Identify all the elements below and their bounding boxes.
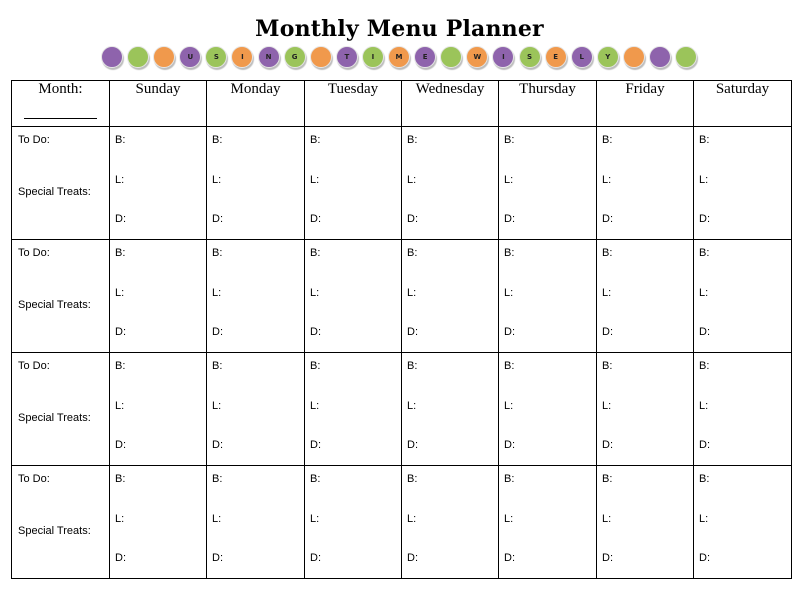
todo-label: To Do: [18,473,50,485]
banner-dot: I [492,46,514,68]
lunch-label: L: [407,287,417,299]
day-header-friday: Friday [597,81,694,127]
dinner-label: D: [407,439,418,451]
banner-dot: I [231,46,253,68]
week-notes-cell[interactable] [12,240,110,353]
breakfast-label: B: [504,473,515,485]
week-row [12,466,792,579]
day-cell-sunday[interactable] [110,240,207,353]
banner-using-time-wisely [101,46,701,70]
lunch-label: L: [115,287,125,299]
dinner-label: D: [407,552,418,564]
dinner-label: D: [115,213,126,225]
day-cell-sunday[interactable] [110,353,207,466]
lunch-label: L: [310,174,320,186]
todo-label: To Do: [18,360,50,372]
dinner-label: D: [504,439,515,451]
day-cell-sunday[interactable] [110,127,207,240]
breakfast-label: B: [115,247,126,259]
day-cell-saturday[interactable] [694,353,792,466]
day-cell-friday[interactable] [597,127,694,240]
todo-label: To Do: [18,134,50,146]
day-cell-saturday[interactable] [694,127,792,240]
dinner-label: D: [699,552,710,564]
dinner-label: D: [310,439,321,451]
day-cell-thursday[interactable] [499,240,597,353]
menu-planner-table [11,80,792,579]
lunch-label: L: [212,400,222,412]
day-cell-tuesday[interactable] [305,466,402,579]
breakfast-label: B: [212,473,223,485]
dinner-label: D: [699,326,710,338]
banner-dot [101,46,123,68]
breakfast-label: B: [310,247,321,259]
month-underline[interactable] [24,118,97,119]
day-header-tuesday: Tuesday [305,81,402,127]
banner-dot [310,46,332,68]
breakfast-label: B: [212,247,223,259]
banner-dot: Y [597,46,619,68]
day-cell-monday[interactable] [207,466,305,579]
lunch-label: L: [407,513,417,525]
dinner-label: D: [602,213,613,225]
banner-dot [675,46,697,68]
dinner-label: D: [115,326,126,338]
dinner-label: D: [504,213,515,225]
banner-dot: S [205,46,227,68]
special-treats-label: Special Treats: [18,299,91,311]
day-cell-friday[interactable] [597,466,694,579]
dinner-label: D: [212,552,223,564]
banner-dot: G [284,46,306,68]
day-header-thursday: Thursday [499,81,597,127]
breakfast-label: B: [504,247,515,259]
special-treats-label: Special Treats: [18,412,91,424]
banner-dot [127,46,149,68]
dinner-label: D: [212,439,223,451]
lunch-label: L: [504,287,514,299]
day-cell-wednesday[interactable] [402,466,499,579]
banner-dot [623,46,645,68]
day-cell-wednesday[interactable] [402,240,499,353]
banner-dot: M [388,46,410,68]
day-header-saturday: Saturday [694,81,792,127]
lunch-label: L: [310,400,320,412]
breakfast-label: B: [699,360,710,372]
lunch-label: L: [602,287,612,299]
day-cell-saturday[interactable] [694,240,792,353]
lunch-label: L: [699,174,709,186]
banner-dot: I [362,46,384,68]
day-header-sunday: Sunday [110,81,207,127]
banner-dot: E [545,46,567,68]
day-header-monday: Monday [207,81,305,127]
dinner-label: D: [699,213,710,225]
lunch-label: L: [602,174,612,186]
banner-dot [649,46,671,68]
breakfast-label: B: [699,134,710,146]
breakfast-label: B: [310,134,321,146]
week-notes-cell[interactable] [12,466,110,579]
breakfast-label: B: [407,473,418,485]
dinner-label: D: [407,213,418,225]
week-notes-cell[interactable] [12,127,110,240]
banner-dot: E [414,46,436,68]
day-cell-monday[interactable] [207,127,305,240]
lunch-label: L: [115,513,125,525]
lunch-label: L: [310,287,320,299]
breakfast-label: B: [212,360,223,372]
breakfast-label: B: [602,134,613,146]
dinner-label: D: [699,439,710,451]
dinner-label: D: [602,326,613,338]
lunch-label: L: [699,287,709,299]
breakfast-label: B: [212,134,223,146]
breakfast-label: B: [699,473,710,485]
breakfast-label: B: [699,247,710,259]
lunch-label: L: [310,513,320,525]
dinner-label: D: [115,552,126,564]
banner-dot: U [179,46,201,68]
dinner-label: D: [310,552,321,564]
day-cell-thursday[interactable] [499,127,597,240]
lunch-label: L: [212,287,222,299]
day-cell-wednesday[interactable] [402,353,499,466]
day-cell-tuesday[interactable] [305,127,402,240]
todo-label: To Do: [18,247,50,259]
lunch-label: L: [602,400,612,412]
breakfast-label: B: [504,360,515,372]
banner-dot: L [571,46,593,68]
week-row [12,127,792,240]
breakfast-label: B: [115,134,126,146]
month-header[interactable] [12,81,110,127]
banner-dot [153,46,175,68]
week-row [12,353,792,466]
breakfast-label: B: [407,360,418,372]
day-cell-thursday[interactable] [499,353,597,466]
dinner-label: D: [504,326,515,338]
banner-dot: S [519,46,541,68]
lunch-label: L: [212,513,222,525]
dinner-label: D: [407,326,418,338]
banner-dot: W [466,46,488,68]
breakfast-label: B: [310,360,321,372]
lunch-label: L: [504,174,514,186]
dinner-label: D: [310,326,321,338]
special-treats-label: Special Treats: [18,186,91,198]
day-cell-saturday[interactable] [694,466,792,579]
day-cell-wednesday[interactable] [402,127,499,240]
day-cell-friday[interactable] [597,240,694,353]
special-treats-label: Special Treats: [18,525,91,537]
lunch-label: L: [115,400,125,412]
breakfast-label: B: [504,134,515,146]
day-cell-sunday[interactable] [110,466,207,579]
breakfast-label: B: [115,473,126,485]
lunch-label: L: [115,174,125,186]
day-cell-monday[interactable] [207,240,305,353]
lunch-label: L: [407,400,417,412]
banner-dot [440,46,462,68]
day-cell-friday[interactable] [597,353,694,466]
dinner-label: D: [504,552,515,564]
day-cell-tuesday[interactable] [305,353,402,466]
lunch-label: L: [699,513,709,525]
breakfast-label: B: [602,473,613,485]
lunch-label: L: [504,400,514,412]
week-row [12,240,792,353]
banner-dot: T [336,46,358,68]
lunch-label: L: [699,400,709,412]
lunch-label: L: [504,513,514,525]
page-title: Monthly Menu Planner [255,16,544,42]
week-notes-cell[interactable] [12,353,110,466]
lunch-label: L: [212,174,222,186]
dinner-label: D: [602,439,613,451]
dinner-label: D: [115,439,126,451]
day-header-wednesday: Wednesday [402,81,499,127]
dinner-label: D: [310,213,321,225]
breakfast-label: B: [602,247,613,259]
dinner-label: D: [212,213,223,225]
breakfast-label: B: [115,360,126,372]
banner-dot: N [258,46,280,68]
month-label: Month: [38,81,83,97]
lunch-label: L: [407,174,417,186]
breakfast-label: B: [407,134,418,146]
lunch-label: L: [602,513,612,525]
day-cell-monday[interactable] [207,353,305,466]
day-cell-tuesday[interactable] [305,240,402,353]
dinner-label: D: [602,552,613,564]
dinner-label: D: [212,326,223,338]
header-row [12,81,792,127]
breakfast-label: B: [407,247,418,259]
breakfast-label: B: [602,360,613,372]
breakfast-label: B: [310,473,321,485]
day-cell-thursday[interactable] [499,466,597,579]
